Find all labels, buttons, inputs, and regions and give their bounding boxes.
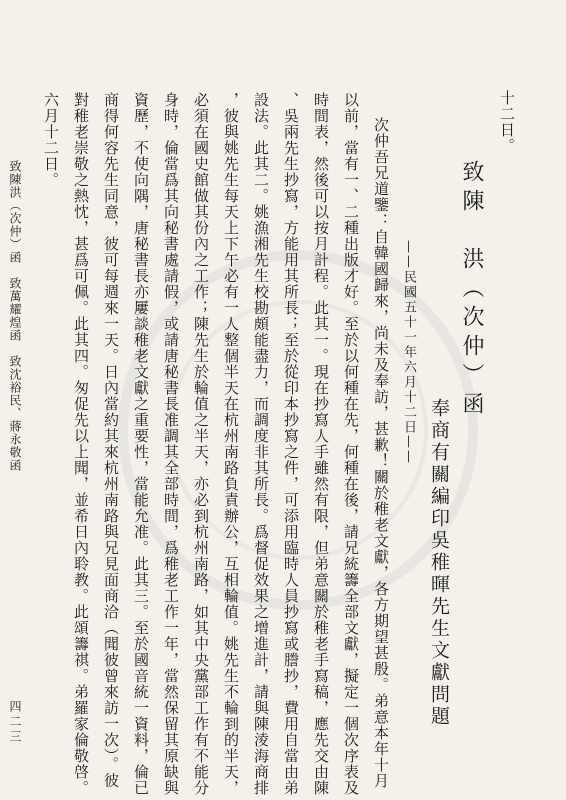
previous-letter-closing: 十二日。 [498,90,516,154]
body-line: 商得何容先生同意，彼可每週來一天。日內當約其來杭州南路與兄見面商洽（聞彼曾來訪一次）。彼 [102,92,120,789]
letter-date: ——民國五十一年六月十二日—— [401,240,416,465]
letter-subtitle: 奉商有關編印吳稚暉先生文獻問題 [428,398,450,728]
body-line: 以前，當有一、二種出版才好。至於以何種在先，何種在後，請兄統籌全部文獻，擬定一個次序表及 [342,92,360,796]
body-line: 時間表，然後可以按月計程。此其一。現在抄寫人手雖然有限，但弟意關於稚老手寫稿，應先交由陳 [312,92,330,796]
body-line: 次仲吾兄道鑒：自韓國歸來，尚未及奉訪，甚歉！關於稚老文獻，各方期望甚殷。弟意本年十月 [372,117,390,789]
body-line: 、吳兩先生抄寫，方能用其所長；至於從印本抄寫之件，可添用臨時人員抄寫或謄抄，費用自當由弟 [282,92,300,796]
page-number: 四二三 [8,700,22,745]
letter-title: 致陳 洪（次仲）函 [459,160,484,421]
body-line: 對稚老崇敬之熱忱，甚爲可佩。此其四。匆促先以上聞，並希日內聆教。此頌籌祺。弟羅家倫敬啓。 [72,92,90,796]
running-header: 致陳洪（次仲）函 致萬耀煌函 致沈裕民、蔣永敬函 [8,160,22,472]
body-line: 設法。此其二。姚漁湘先生校勘頗能盡力，而調度非其所長。爲督促效果之增進計，請與陳淩海商排 [252,92,270,796]
body-line: ，彼與姚先生每天上下午必有一人整個半天在杭州南路負責辦公，互相輪值。姚先生不輪到的半天， [222,92,240,796]
body-line: 身時，倫當爲其向秘書處請假，或請唐秘書長准調其全部時間，爲稚老工作一年，當然保留其原缺與 [162,92,180,796]
body-line: 資歷，不使向隅，唐秘書長亦屢談稚老文獻之重要性，當能允准。此其三。至於國音統一資料，倫已 [132,92,150,796]
body-line: 必須在國史館做其份內之工作；陳先生於輪值之半天，亦必到杭州南路，如其中央黨部工作有不能分 [192,92,210,796]
body-line: 六月十二日。 [42,92,60,188]
